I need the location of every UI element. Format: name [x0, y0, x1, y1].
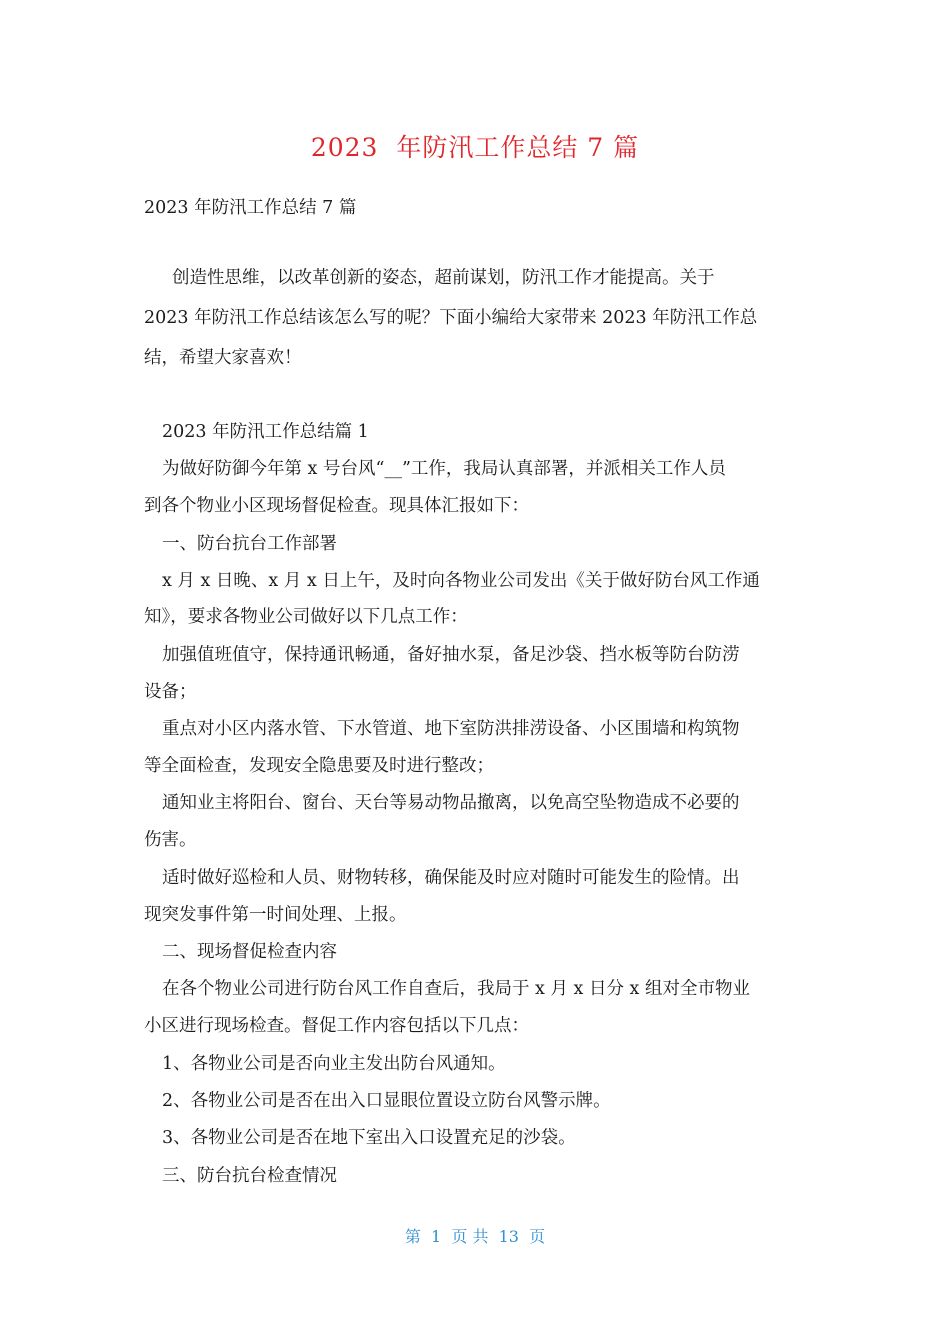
- body-line: 到各个物业小区现场督促检查。现具体汇报如下：: [144, 496, 529, 516]
- document-subtitle: 2023 年防汛工作总结 7 篇: [144, 198, 357, 218]
- body-line: 加强值班值守，保持通讯畅通，备好抽水泵，备足沙袋、挡水板等防台防涝: [162, 645, 740, 665]
- intro-line: 2023 年防汛工作总结该怎么写的呢？下面小编给大家带来 2023 年防汛工作总: [144, 308, 758, 328]
- intro-line: 结，希望大家喜欢！: [144, 348, 302, 368]
- section-subheading: 二、现场督促检查内容: [162, 942, 337, 962]
- body-line: 伤害。: [144, 830, 197, 850]
- body-line: 知》，要求各物业公司做好以下几点工作：: [144, 607, 468, 627]
- body-line: 小区进行现场检查。督促工作内容包括以下几点：: [144, 1016, 529, 1036]
- list-item: 1、各物业公司是否向业主发出防台风通知。: [162, 1054, 506, 1074]
- body-line: 为做好防御今年第 x 号台风“__”工作，我局认真部署，并派相关工作人员: [162, 459, 726, 479]
- section-heading: 2023 年防汛工作总结篇 1: [162, 422, 369, 442]
- body-line: 设备；: [144, 682, 197, 702]
- body-line: 通知业主将阳台、窗台、天台等易动物品撤离，以免高空坠物造成不必要的: [162, 793, 740, 813]
- body-line: 等全面检查，发现安全隐患要及时进行整改；: [144, 756, 494, 776]
- body-line: 重点对小区内落水管、下水管道、地下室防洪排涝设备、小区围墙和构筑物: [162, 719, 740, 739]
- intro-line: 创造性思维，以改革创新的姿态，超前谋划，防汛工作才能提高。关于: [172, 268, 715, 288]
- section-subheading: 三、防台抗台检查情况: [162, 1166, 337, 1186]
- page-number-footer: 第 1 页 共 13 页: [404, 1227, 546, 1246]
- body-line: 适时做好巡检和人员、财物转移，确保能及时应对随时可能发生的险情。出: [162, 868, 740, 888]
- body-line: 在各个物业公司进行防台风工作自查后，我局于 x 月 x 日分 x 组对全市物业: [162, 979, 750, 999]
- body-line: 现突发事件第一时间处理、上报。: [144, 905, 407, 925]
- section-subheading: 一、防台抗台工作部署: [162, 534, 337, 554]
- list-item: 2、各物业公司是否在出入口显眼位置设立防台风警示牌。: [162, 1091, 611, 1111]
- list-item: 3、各物业公司是否在地下室出入口设置充足的沙袋。: [162, 1128, 576, 1148]
- body-line: x 月 x 日晚、x 月 x 日上午，及时向各物业公司发出《关于做好防台风工作通: [162, 571, 760, 591]
- document-title: 2023 年防汛工作总结 7 篇: [310, 133, 640, 162]
